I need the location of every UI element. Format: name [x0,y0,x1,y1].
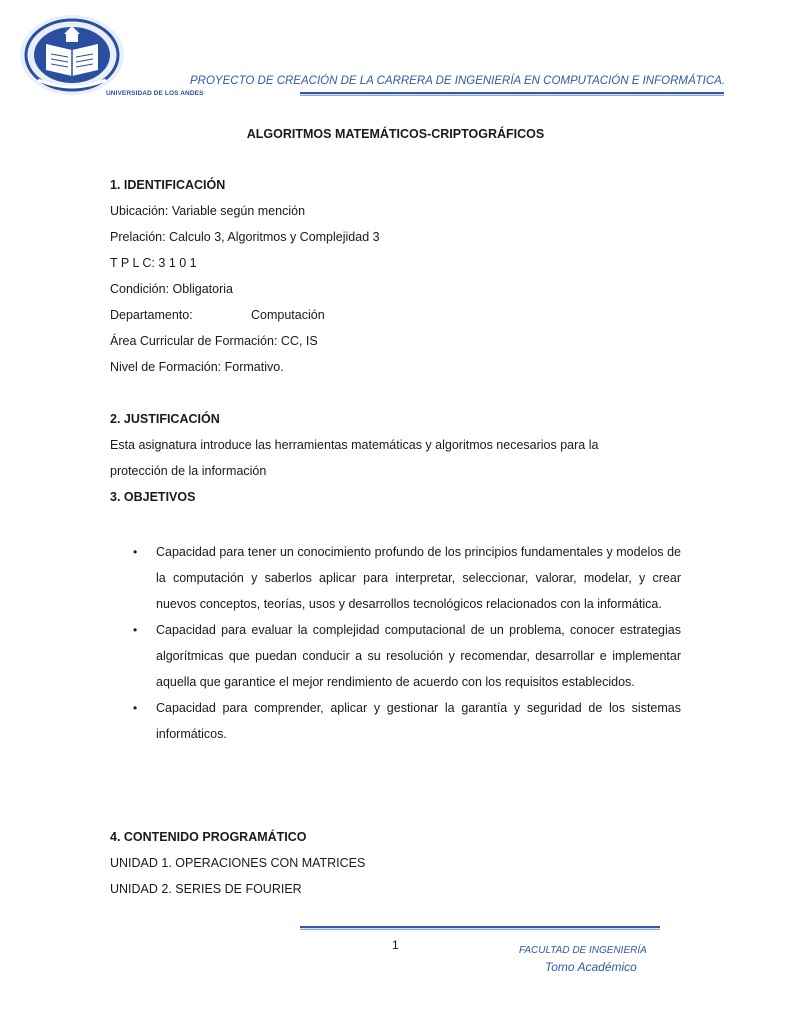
document-title: ALGORITMOS MATEMÁTICOS-CRIPTOGRÁFICOS [246,127,545,141]
unidad-2-line: UNIDAD 2. SERIES DE FOURIER [110,882,302,896]
tplc-line: T P L C: 3 1 0 1 [110,256,197,270]
bullet-icon: • [133,545,138,559]
departamento-label: Departamento: [110,308,193,322]
objetivo-text: Capacidad para evaluar la complejidad computacional de un problema, conocer estrategias algorítmicas que puedan conducir a su resolución y recomendar, desarrollar e implementar aquella que garantice el mejor rendimiento de acuerdo con los requisitos establecidos. [156,623,681,689]
section-heading-identificacion: 1. IDENTIFICACIÓN [110,178,226,192]
header-divider [300,92,724,97]
ubicacion-line: Ubicación: Variable según mención [110,204,306,218]
bullet-icon: • [133,623,138,637]
logo-caption: UNIVERSIDAD DE LOS ANDES [106,90,204,97]
prelacion-line: Prelación: Calculo 3, Algoritmos y Complejidad 3 [110,230,380,244]
justificacion-line-1: Esta asignatura introduce las herramientas matemáticas y algoritmos necesarios para la [110,438,599,452]
footer-volume: Tomo Académico [545,960,637,974]
section-heading-objetivos: 3. OBJETIVOS [110,490,196,504]
objetivo-text: Capacidad para tener un conocimiento profundo de los principios fundamentales y modelos de la computación y saberlos aplicar para interpretar, seleccionar, valorar, modelar, y crear nuevos conceptos, teorías, usos y desarrollos tecnológicos relacionados con la informática. [156,545,681,611]
list-item [133,695,681,747]
nivel-line: Nivel de Formación: Formativo. [110,360,284,374]
section-heading-justificacion: 2. JUSTIFICACIÓN [110,412,220,426]
condicion-line: Condición: Obligatoria [110,282,233,296]
departamento-value: Computación [251,308,325,322]
footer-divider [300,926,660,931]
list-item [133,539,681,617]
objetivo-text: Capacidad para comprender, aplicar y gestionar la garantía y seguridad de los sistemas informáticos. [156,701,681,741]
header-title: PROYECTO DE CREACIÓN DE LA CARRERA DE INGENIERÍA EN COMPUTACIÓN E INFORMÁTICA. [190,75,726,87]
bullet-icon: • [133,701,138,715]
objetivos-list [133,539,681,747]
university-seal-icon [18,14,126,96]
unidad-1-line: UNIDAD 1. OPERACIONES CON MATRICES [110,856,366,870]
area-line: Área Curricular de Formación: CC, IS [110,334,318,348]
page-number: 1 [392,938,399,952]
list-item [133,617,681,695]
footer-faculty: FACULTAD DE INGENIERÍA [519,945,647,956]
section-heading-contenido: 4. CONTENIDO PROGRAMÁTICO [110,830,307,844]
justificacion-line-2: protección de la información [110,464,267,478]
